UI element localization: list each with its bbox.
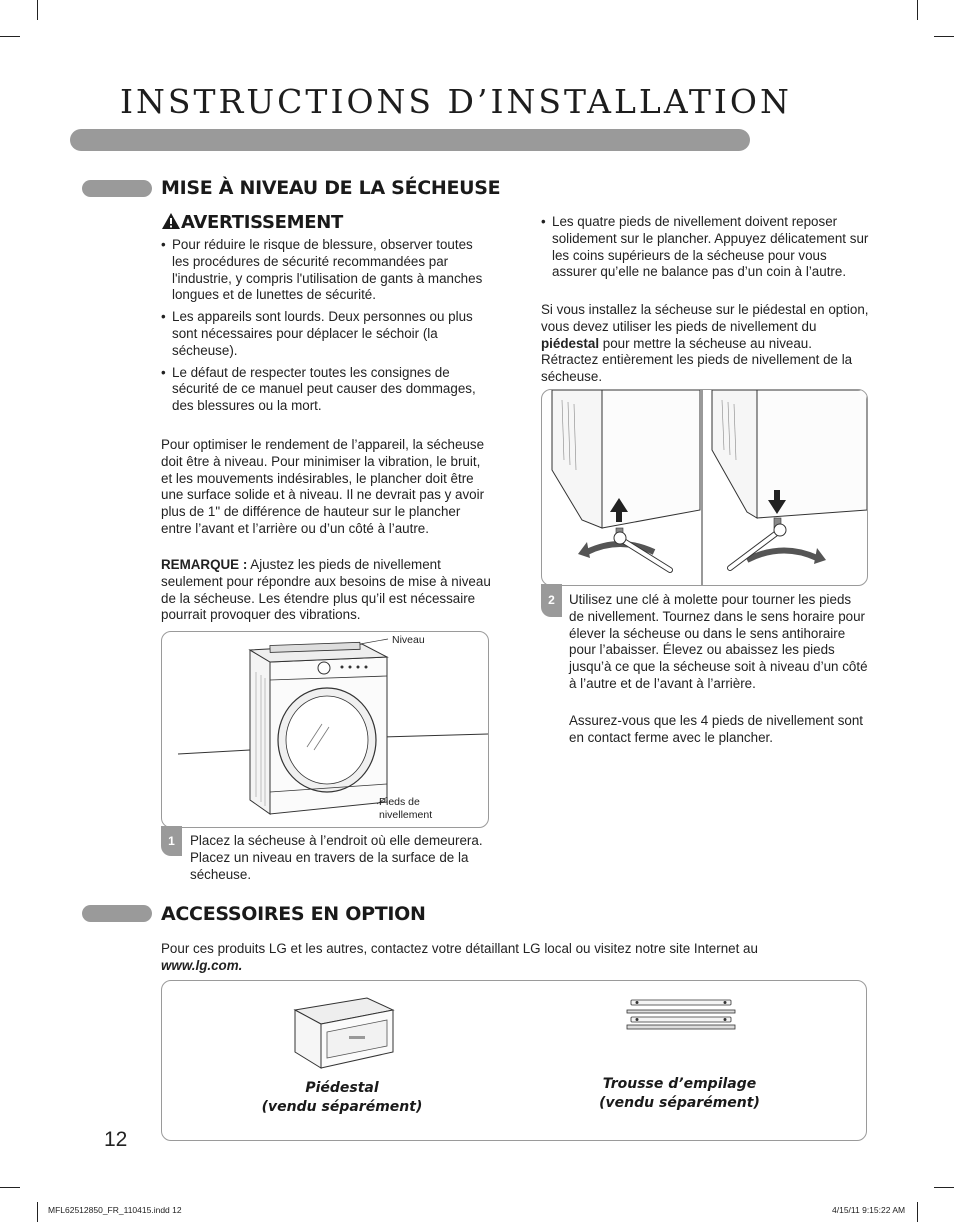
note-label: REMARQUE : <box>161 557 248 572</box>
figure-label-feet: Pieds de nivellement <box>379 796 433 821</box>
lg-website-link[interactable]: www.lg.com. <box>161 957 243 973</box>
pedestal-illustration <box>287 996 397 1071</box>
right-bullet-list <box>541 214 871 286</box>
page-number: 12 <box>104 1128 128 1151</box>
step2-text: Utilisez une clé à molette pour tourner les pieds de nivellement. Tournez dans le sens horaire pour élever la sécheuse ou dans le sens antihoraire pour l’abaisser. Élevez ou abaissez les pieds jusqu’à ce que la sécheuse soit à niveau d’un côté à l’autre et de l’avant à l’arrière. <box>569 592 868 691</box>
leveling-intro: Pour optimiser le rendement de l’appareil, la sécheuse doit être à niveau. Pour minimiser la vibration, le bruit, et les mouvements indésirables, le plancher doit être une surface solide et à niveau. Il ne devrait pas y avoir plus de 1" de différence de hauteur sur le plancher entre l’avant et l’arrière ou d’un côté à l’autre. <box>161 437 485 536</box>
crop-mark <box>917 1202 918 1222</box>
accessories-box <box>161 980 867 1141</box>
crop-mark <box>37 1202 38 1222</box>
stacking-kit-caption-line2: (vendu séparément) <box>599 1095 760 1111</box>
stacking-kit-caption <box>577 1075 782 1113</box>
step-badge-2: 2 <box>541 584 562 617</box>
crop-mark <box>934 1187 954 1188</box>
accessories-intro <box>161 941 866 975</box>
stacking-kit-caption-line1: Trousse d’empilage <box>602 1076 757 1092</box>
crop-mark <box>37 0 38 20</box>
leveling-note <box>161 557 491 624</box>
section-heading-accessories: ACCESSOIRES EN OPTION <box>161 903 426 925</box>
warning-heading <box>161 212 343 234</box>
crop-mark <box>0 1187 20 1188</box>
pedestal-text-before: Si vous installez la sécheuse sur le piédestal en option, vous devez utiliser les pieds de nivellement du <box>541 302 869 334</box>
list-item: • Le défaut de respecter toutes les consignes de sécurité de ce manuel peut causer des dommages, des blessures ou la mort. <box>161 365 486 415</box>
warning-icon <box>161 212 181 230</box>
pedestal-text-bold: piédestal <box>541 335 600 351</box>
pedestal-text <box>541 302 871 386</box>
note-text: Ajustez les pieds de nivellement seulement pour répondre aux besoins de mise à niveau de la sécheuse. Les étendre plus qu’il est nécessaire pourrait provoquer des vibrations. <box>161 557 491 623</box>
pedestal-caption-line1: Piédestal <box>305 1080 379 1096</box>
footer-filename: MFL62512850_FR_110415.indd 12 <box>48 1205 182 1215</box>
crop-mark <box>0 36 20 37</box>
list-item: • Pour réduire le risque de blessure, observer toutes les procédures de sécurité recommandées par l'industrie, y compris l'utilisation de gants à manches longues et de lunettes de sécurité. <box>161 237 486 304</box>
pedestal-caption <box>242 1079 442 1117</box>
footer-timestamp: 4/15/11 9:15:22 AM <box>832 1205 906 1215</box>
accessories-intro-text: Pour ces produits LG et les autres, contactez votre détaillant LG local ou visitez notre site Internet au <box>161 941 758 956</box>
section-heading-leveling: MISE À NIVEAU DE LA SÉCHEUSE <box>161 177 501 199</box>
warning-list <box>161 237 486 420</box>
stacking-kit-illustration <box>625 996 737 1032</box>
section-pill <box>82 905 152 922</box>
pedestal-caption-line2: (vendu séparément) <box>261 1099 423 1115</box>
warning-heading-text: AVERTISSEMENT <box>181 212 344 233</box>
crop-mark <box>934 36 954 37</box>
list-item: • Les quatre pieds de nivellement doivent reposer solidement sur le plancher. Appuyez délicatement sur les coins supérieurs de la sécheuse pour vous assurer qu’elle ne balance pas d’un coin à l’autre. <box>541 214 871 281</box>
step-badge-1: 1 <box>161 826 182 856</box>
list-item: • Les appareils sont lourds. Deux personnes ou plus sont nécessaires pour déplacer le séchoir (la sécheuse). <box>161 309 486 359</box>
figure-label-level: Niveau <box>392 634 425 646</box>
figure-leveling-feet <box>541 389 868 586</box>
section-pill <box>82 180 152 197</box>
page-title: INSTRUCTIONS D’INSTALLATION <box>120 82 792 121</box>
wrench-illustration <box>542 390 867 585</box>
figure-dryer-level <box>161 631 489 828</box>
crop-mark <box>917 0 918 20</box>
step1-text: Placez la sécheuse à l’endroit où elle demeurera. Placez un niveau en travers de la surface de la sécheuse. <box>190 833 483 882</box>
title-bar <box>70 129 750 151</box>
step2-text-2: Assurez-vous que les 4 pieds de nivellement sont en contact ferme avec le plancher. <box>569 713 864 745</box>
pedestal-text-after: pour mettre la sécheuse au niveau. Rétractez entièrement les pieds de nivellement de la sécheuse. <box>541 335 853 385</box>
